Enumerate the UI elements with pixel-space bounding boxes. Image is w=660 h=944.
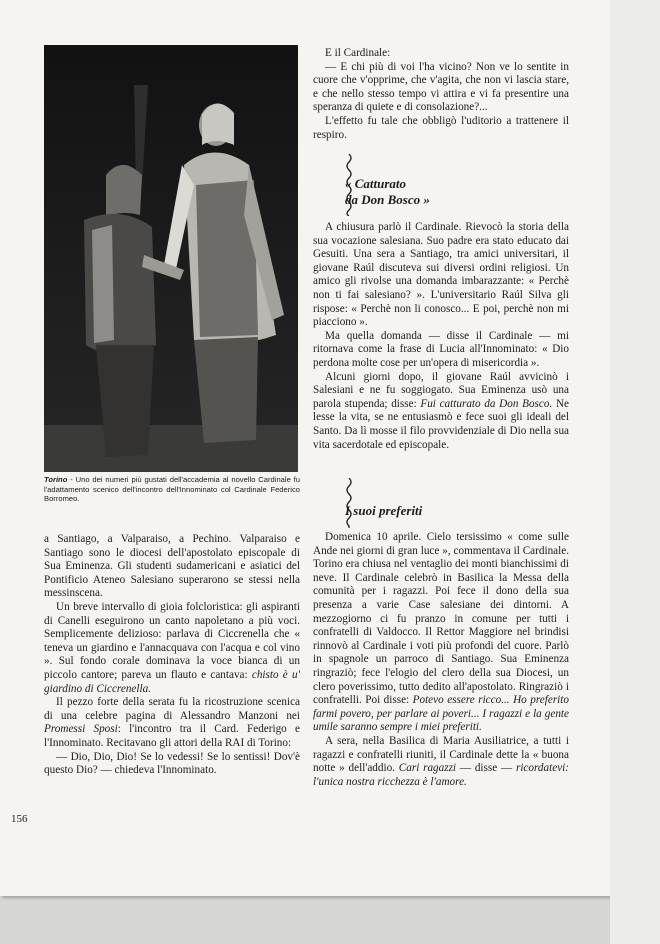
- text-run: : l'incontro tra il Card. Federigo e l'Innominato. Recitavano gli attori della RAI di Torino:: [44, 723, 300, 749]
- paragraph: Ma quella domanda — disse il Cardinale — mi ritornava come la frase di Lucia all'Innominato: « Dio perdona molte cose per un'opera di misericordia ».: [313, 329, 569, 369]
- stage-photo: [44, 45, 298, 472]
- paragraph: [44, 601, 300, 696]
- paragraph: E il Cardinale:: [325, 47, 391, 59]
- page-edge-margin: [610, 0, 660, 944]
- italic-run: Potevo essere ricco... Ho preferito farmi povero, per parlare ai poveri... I ragazzi e la gente umile saranno sempre i miei preferiti.: [313, 694, 569, 734]
- right-column-bottom: [313, 531, 569, 789]
- photo-icon: [44, 45, 298, 472]
- paragraph: [313, 735, 569, 789]
- heading-line: « Catturato: [345, 176, 407, 191]
- caption-place: Torino: [44, 475, 68, 484]
- text-run: Un breve intervallo di gioia folcloristica: gli aspiranti di Canelli eseguirono un canto napoletano a più voci. Semplicemente delizioso: parlava di Ciccrenella che « teneva un giardino e l'annacquava con l'acqua e col vino ». Sul fondo corale dominava la voce bianca di un piccolo cantore; pareva un flauto e cantava:: [44, 600, 300, 681]
- left-column: [44, 533, 300, 778]
- text-run: Alcuni giorni dopo, il giovane Raúl avvicinò i Salesiani e ne fu soggiogato. Sua Eminenza usò una parola stupenda; disse:: [313, 370, 569, 410]
- heading-line: I suoi preferiti: [345, 503, 423, 518]
- italic-run: Promessi Sposi: [44, 723, 118, 736]
- right-column-top: [313, 47, 569, 142]
- paragraph: [313, 371, 569, 453]
- italic-run: chisto è u' giardino di Ciccrenella.: [44, 668, 300, 695]
- italic-run: ricordatevi: l'unica nostra ricchezza è l'amore.: [313, 762, 569, 788]
- right-column-middle: [313, 221, 569, 452]
- section-heading: [345, 503, 422, 519]
- paragraph: — Dio, Dio, Dio! Se lo vedessi! Se lo sentissi! Dov'è questo Dio? — chiedeva l'Innominato.: [44, 750, 300, 777]
- text-run: Domenica 10 aprile. Cielo tersissimo « come sulle Ande nei giorni di gran luce », commentava il Cardinale. Torino era chiusa nel ventaglio dei monti bianchissimi di neve. Il Cardinale celebrò in Basilica la Messa della comunità per i ragazzi. Poi fece il dono della sua presenza a varie Case salesiane dei dintorni. A mezzogiorno ci fu pranzo in comune per tutti i confratelli di Valdocco. Il Rettor Maggiore nel brindisi rinnovò al Cardinale i voti più profondi del cuore. Parlò in spagnole un parroco di Santiago. Sua Eminenza ringraziò; fece l'elogio del clero della sua Diocesi, un clero poverissimo, tutto dedito all'apostolato. Ringraziò i confratelli. Poi disse:: [313, 531, 569, 707]
- paragraph: A chiusura parlò il Cardinale. Rievocò la storia della sua vocazione salesiana. Suo padre era stato educato dai Gesuiti. Una sera a Santiago, tra amici universitari, il giovane Raúl discuteva sui diversi ordini religiosi. Un amico gli rivolse una domanda imbarazzante: « Perchè non ti fai salesiano? ». L'universitario Raúl Silva gli rispose: « Perchè non li conosco... E poi, perchè non mi piacciono ».: [313, 221, 569, 329]
- paragraph: [44, 696, 300, 750]
- paragraph: a Santiago, a Valparaiso, a Pechino. Valparaiso e Santiago sono le diocesi dell'apostolato episcopale di Sua Eminenza. Gli studenti sudamericani e asiatici del Pontificio Ateneo Salesiano superarono se stessi nella messinscena.: [44, 533, 300, 600]
- text-run: Il pezzo forte della serata fu la ricostruzione scenica di una celebre pagina di Alessandro Manzoni nei: [44, 696, 300, 722]
- paragraph: [313, 531, 569, 735]
- italic-run: Fui catturato da Don Bosco.: [420, 397, 553, 410]
- text-run: Ne lesse la vita, se ne entusiasmò e fece suoi gli ideali del Santo. Da lì mosse il filo provvidenziale di Dio nella sua vita sacerdotale ed episcopale.: [313, 397, 569, 451]
- paragraph: L'effetto fu tale che obbligò l'uditorio a trattenere il respiro.: [313, 114, 569, 141]
- paragraph: — E chi più di voi l'ha vicino? Non ve lo sentite in cuore che v'opprime, che v'agita, che non vi lascia stare, e che nello stesso tempo vi attira e vi fa presentire una speranza di quiete e di consolazione?...: [313, 60, 569, 114]
- page-number: 156: [11, 813, 28, 825]
- section-heading: [345, 176, 430, 208]
- text-run: — disse —: [456, 762, 516, 775]
- italic-run: Cari ragazzi: [398, 762, 457, 775]
- caption-text: - Uno dei numeri più gustati dell'accademia al novello Cardinale fu l'adattamento scenico dell'incontro dell'Innominato col Cardinale Federico Borromeo.: [44, 475, 300, 504]
- heading-line: da Don Bosco »: [345, 192, 430, 207]
- text-run: A sera, nella Basilica di Maria Ausiliatrice, a tutti i ragazzi e confratelli riuniti, il Cardinale dette la « buona notte » dell'addio.: [313, 734, 569, 775]
- photo-caption: [44, 475, 300, 504]
